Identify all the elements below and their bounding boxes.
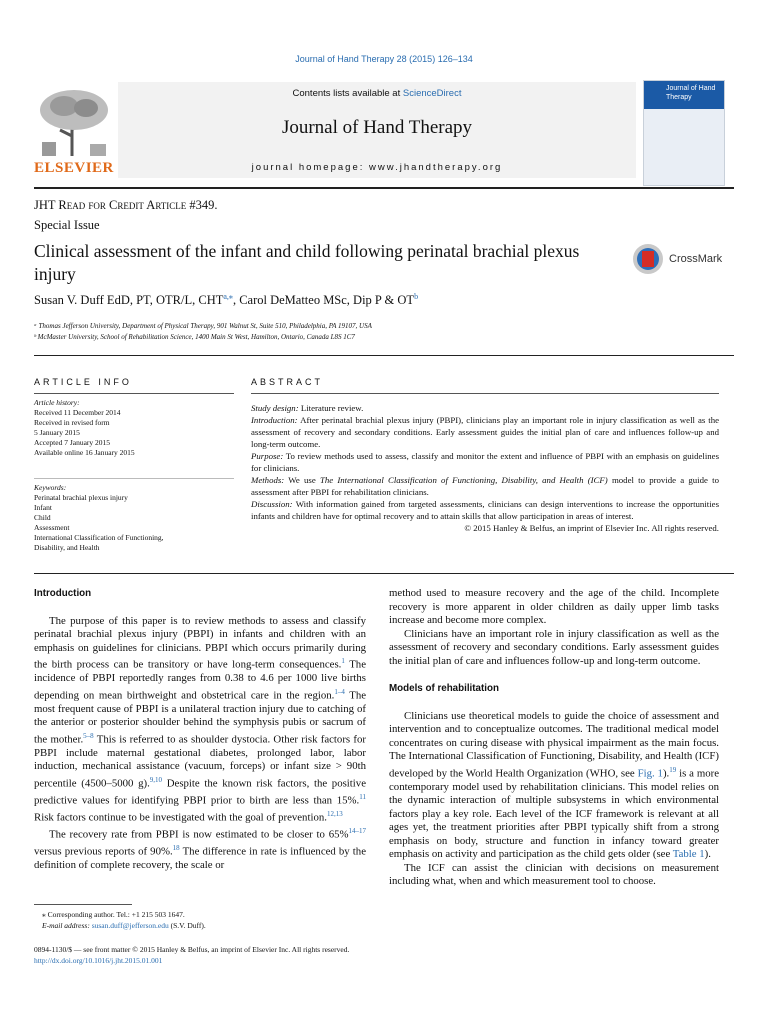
author-email-link[interactable]: susan.duff@jefferson.edu xyxy=(91,921,169,930)
abstract-body: Study design: Literature review. Introduction: After perinatal brachial plexus injury (PBPI), clinicians play an important role in injury classification as well as the assessment of recovery and secondary conditions. Early assessment guides the initial plan of care and influences follow-up and long-term outcome. Purpose: To review methods used to assess, classify and monitor the extent and influence of PBPI with an emphasis on guidelines for clinicians. Methods: We use The International Classification of Functioning, Disability, and Health (ICF) model to provide a guide to assessment after PBPI for rehabilitation clinicians. Discussion: With information gained from targeted assessments, clinicians can design interventions to increase the opportunities infants and children have for optimal recovery and to attain skills that allow participation in areas of interest. © 2015 Hanley & Belfus, an imprint of Elsevier Inc. All rights reserved. xyxy=(251,403,719,533)
info-divider xyxy=(34,478,234,479)
corresponding-author-footnote: ⁎ Corresponding author. Tel.: +1 215 503 1647. E-mail address: susan.duff@jefferson.edu (S.V. Duff). xyxy=(42,910,206,930)
history-item: Received 11 December 2014 xyxy=(34,408,121,417)
author-1: Susan V. Duff EdD, PT, OTR/L, CHT xyxy=(34,293,224,308)
introduction-heading: Introduction xyxy=(34,588,92,599)
contents-line xyxy=(118,88,636,99)
author-1-affiliation-mark[interactable]: a,⁎ xyxy=(223,292,233,301)
page-footer xyxy=(34,944,349,966)
sciencedirect-link[interactable]: ScienceDirect xyxy=(402,88,462,99)
intro-paragraph-2: The recovery rate from PBPI is now estimated to be closer to 65%$^{14-17}$ versus previous reports of 90%.$^{18}$ The difference in rate is influenced by the definition of complete recovery, the scale or xyxy=(34,827,366,872)
history-label: Article history: xyxy=(34,398,80,407)
affiliation-rule xyxy=(34,355,734,356)
journal-homepage[interactable]: journal homepage: www.jhandtherapy.org xyxy=(251,162,503,173)
keyword: Disability, and Health xyxy=(34,543,100,552)
abstract-rule xyxy=(251,393,719,394)
history-item: Available online 16 January 2015 xyxy=(34,448,135,457)
history-item: Accepted 7 January 2015 xyxy=(34,438,111,447)
article-info-rule xyxy=(34,393,234,394)
intro-paragraph-3: Clinicians have an important role in injury classification as well as the assessment of recovery and secondary conditions. Early assessment guides the initial plan of care and influences follow-up and long-term outcome. xyxy=(389,627,719,667)
keyword: International Classification of Functioning, xyxy=(34,533,164,542)
abstract-heading: ABSTRACT xyxy=(251,377,324,387)
abstract-copyright: © 2015 Hanley & Belfus, an imprint of Elsevier Inc. All rights reserved. xyxy=(464,523,719,533)
keyword: Assessment xyxy=(34,523,70,532)
intro-paragraph-2-continued: method used to measure recovery and the age of the child. Incomplete recovery is more apparent in older children as daily upper limb tasks increase and become more complex. xyxy=(389,587,719,626)
keyword: Child xyxy=(34,513,51,522)
history-item: 5 January 2015 xyxy=(34,428,80,437)
crossmark-icon xyxy=(633,244,663,274)
journal-cover-thumbnail xyxy=(643,80,725,186)
journal-reference[interactable]: Journal of Hand Therapy 28 (2015) 126–134 xyxy=(295,54,473,64)
history-item: Received in revised form xyxy=(34,418,110,427)
body-right-column xyxy=(389,587,719,889)
article-series: JHT Read for Credit Article #349. xyxy=(34,198,218,212)
journal-title: Journal of Hand Therapy xyxy=(281,117,473,138)
doi-link[interactable]: http://dx.doi.org/10.1016/j.jht.2015.01.001 xyxy=(34,956,163,965)
issn-line: 0894-1130/$ — see front matter © 2015 Hanley & Belfus, an imprint of Elsevier Inc. All rights reserved. xyxy=(34,945,350,954)
keyword: Infant xyxy=(34,503,52,512)
affiliation-b: ᵇ McMaster University, School of Rehabilitation Science, 1400 Main St West, Hamilton, Ontario, Canada L8S 1C7 xyxy=(34,333,355,341)
author-2: , Carol DeMatteo MSc, Dip P & OT xyxy=(232,293,415,308)
models-paragraph-2: The ICF can assist the clinician with decisions on measurement including what, when and which measurement tool to choose. xyxy=(389,861,719,888)
footnote-rule xyxy=(34,904,132,905)
affiliation-a: ᵃ Thomas Jefferson University, Department of Physical Therapy, 901 Walnut St, Suite 510, Philadelphia, PA 19107, USA xyxy=(34,322,372,330)
crossmark-label: CrossMark xyxy=(669,253,723,265)
author-list xyxy=(34,292,418,308)
models-heading: Models of rehabilitation xyxy=(389,683,499,694)
contents-prefix: Contents lists available at xyxy=(292,88,403,99)
article-info-heading: ARTICLE INFO xyxy=(34,377,132,387)
keyword: Perinatal brachial plexus injury xyxy=(34,493,128,502)
keywords xyxy=(34,483,239,553)
abstract-bottom-rule xyxy=(34,573,734,574)
body-left-column xyxy=(34,587,366,873)
keywords-label: Keywords: xyxy=(34,483,67,492)
figure-1-link[interactable]: Fig. 1 xyxy=(637,767,663,780)
cover-title: Journal of Hand Therapy xyxy=(644,81,724,109)
elsevier-wordmark: ELSEVIER xyxy=(34,160,114,176)
intro-paragraph-1: The purpose of this paper is to review methods to assess and classify perinatal brachial plexus injury (PBPI) in infants and children with an emphasis on guidelines for clinicians. PBPI which occurs primarily during the birth process can be transitory or have long-term consequences.$^1$ The incidence of PBPI reportedly ranges from 0.38 to 4.6 per 1000 live births depending on mean birthweight and obstetrical care in the region.$^{1-4}$ The most frequent cause of PBPI is a unilateral traction injury due to catching of the anterior or posterior shoulder behind the symphysis pubis or sacrum of the mother.$^{5-8}$ This is referred to as shoulder dystocia. Other risk factors for PBPI include maternal gestational diabetes, prolonged labor, labor induction, mechanical assistance (vacuum, forceps) or infant size > 90th percentile (4500–5000 g).$^{9,10}$ Despite the known risk factors, the positive predictive values for identifying PBPI prior to birth are less than 15%.$^{11}$ Risk factors continue to be investigated with the goal of prevention.$^{12,13}$ xyxy=(34,614,367,824)
models-paragraph-1: Clinicians use theoretical models to guide the choice of assessment and intervention and to conceptualize outcomes. The traditional medical model concentrates on curing disease with physical impairment as the main focus. The International Classification of Functioning, Disability, and Health (ICF) developed by the World Health Organization (WHO, see Fig. 1).$^{19}$ is a more contemporary model used by rehabilitation clinicians. This model relies on the dynamic interaction of multiple subsystems in which environmental factors play a key role. Each level of the ICF framework is relevant at all ages yet, the treatment priorities after PBPI typically shift from a strong emphasis on body, structure and function in infancy toward greater emphasis on activity and participation as the child gets older (see Table 1). xyxy=(389,709,720,861)
article-history xyxy=(34,398,239,458)
crossmark-badge[interactable] xyxy=(633,244,733,280)
article-issue: Special Issue xyxy=(34,218,100,232)
header-rule xyxy=(34,187,734,189)
article-title: Clinical assessment of the infant and child following perinatal brachial plexus injury xyxy=(34,241,580,284)
author-2-affiliation-mark[interactable]: b xyxy=(414,292,419,301)
table-1-link[interactable]: Table 1 xyxy=(672,848,705,861)
